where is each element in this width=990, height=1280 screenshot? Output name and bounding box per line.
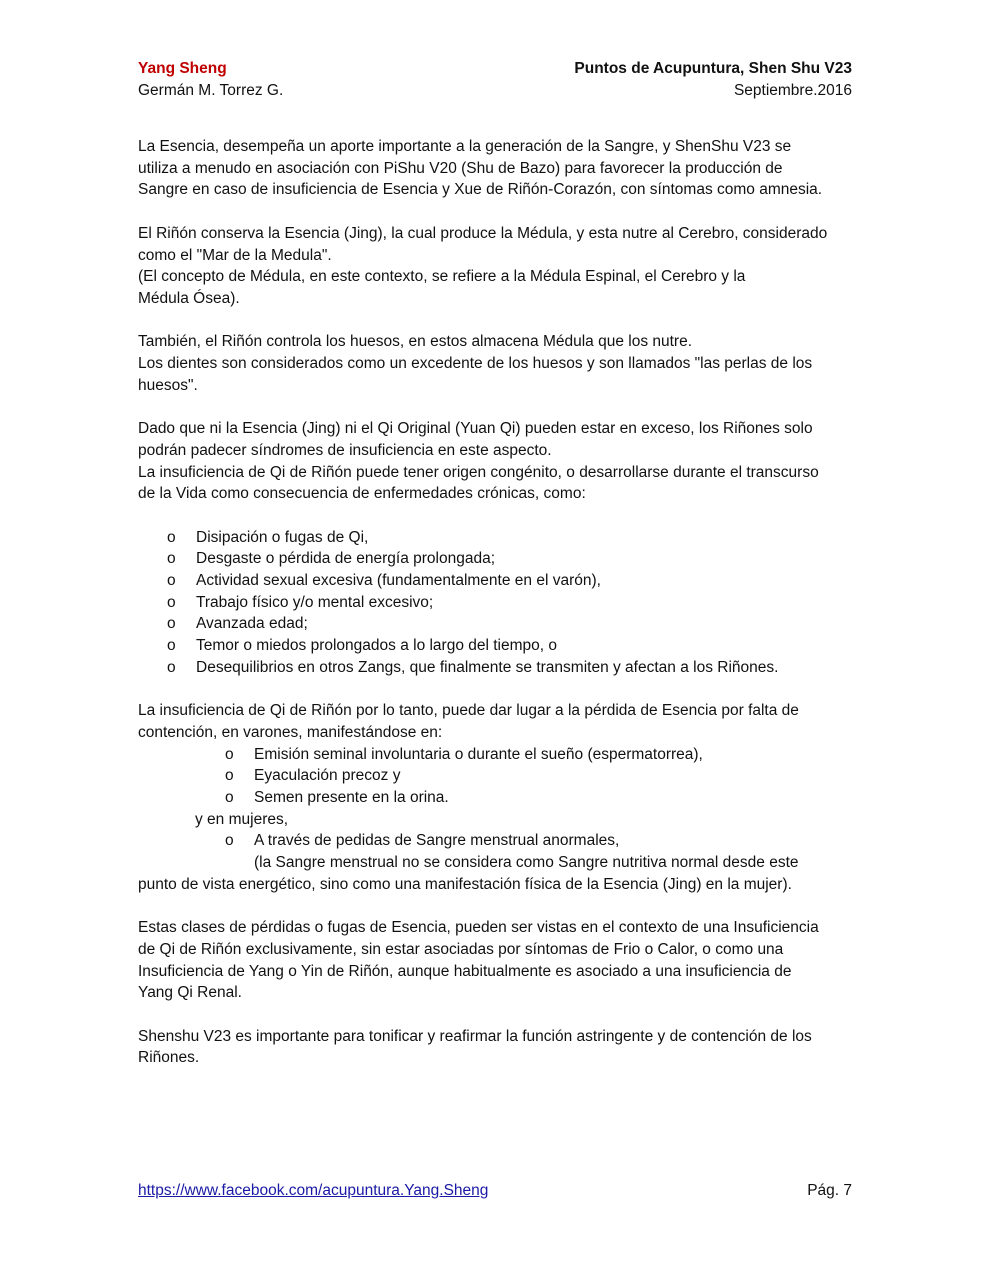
bullet-circle-icon: o (167, 658, 176, 676)
paragraph-perdida-esencia (138, 700, 856, 743)
text-line: La insuficiencia de Qi de Riñón por lo tanto, puede dar lugar a la pérdida de Esencia por falta de (138, 702, 799, 720)
bullet-circle-icon: o (167, 528, 176, 546)
facebook-link[interactable]: https://www.facebook.com/acupuntura.Yang.Sheng (138, 1182, 489, 1199)
bullet-circle-icon: o (225, 832, 234, 850)
list-item-text: Avanzada edad; (196, 615, 308, 633)
list-item-text: Actividad sexual excesiva (fundamentalmente en el varón), (196, 572, 601, 589)
bullet-circle-icon: o (225, 745, 234, 763)
text-line: de Qi de Riñón exclusivamente, sin estar asociadas por síntomas de Frio o Calor, o como una (138, 940, 784, 958)
text-line: Shenshu V23 es importante para tonificar y reafirmar la función astringente y de contención de los (138, 1027, 812, 1045)
header-brand-title: Yang Sheng (138, 60, 227, 77)
list-item-text: Temor o miedos prolongados a lo largo del tiempo, o (196, 637, 558, 655)
text-line: contención, en varones, manifestándose en: (138, 723, 443, 741)
bullet-circle-icon: o (167, 615, 176, 633)
list-item (138, 613, 856, 635)
list-item (138, 527, 856, 549)
list-item-text: A través de pedidas de Sangre menstrual anormales, (254, 832, 620, 850)
text-line: Dado que ni la Esencia (Jing) ni el Qi Original (Yuan Qi) pueden estar en exceso, los Riñones solo (138, 420, 813, 438)
list-item (138, 787, 856, 809)
header-date: Septiembre.2016 (733, 82, 852, 99)
text-line: huesos". (138, 376, 198, 394)
text-line: punto de vista energético, sino como una manifestación física de la Esencia (Jing) en la mujer). (138, 875, 792, 893)
text-line: Sangre en caso de insuficiencia de Esencia y Xue de Riñón-Corazón, con síntomas como amnesia. (138, 181, 823, 199)
list-item (138, 592, 856, 614)
list-item (138, 635, 856, 657)
female-manifestations-list (138, 830, 856, 852)
bullet-circle-icon: o (167, 572, 176, 589)
list-item-text: Disipación o fugas de Qi, (196, 528, 369, 546)
text-line: Estas clases de pérdidas o fugas de Esencia, pueden ser vistas en el contexto de una Insuficiencia (138, 919, 819, 937)
text-line: El Riñón conserva la Esencia (Jing), la cual produce la Médula, y esta nutre al Cerebro, considerado (138, 224, 828, 242)
list-item-text: Trabajo físico y/o mental excesivo; (196, 593, 434, 611)
list-item (138, 830, 856, 852)
paragraph-sangre-menstrual-note (138, 852, 856, 895)
text-line: utiliza a menudo en asociación con PiShu V20 (Shu de Bazo) para favorecer la producción de (138, 159, 783, 177)
list-item-text: Desgaste o pérdida de energía prolongada; (196, 550, 496, 568)
paragraph-esencia-sangre (138, 136, 856, 201)
text-line: como el "Mar de la Medula". (138, 246, 332, 264)
page-footer (138, 1180, 852, 1202)
text-line: (la Sangre menstrual no se considera como Sangre nutritiva normal desde este (254, 854, 799, 872)
paragraph-huesos (138, 331, 856, 396)
text-line: También, el Riñón controla los huesos, en estos almacena Médula que los nutre. (138, 333, 693, 351)
document-body (138, 136, 856, 1091)
list-item (138, 744, 856, 766)
text-line: podrán padecer síndromes de insuficiencia en este aspecto. (138, 441, 552, 459)
paragraph-clases-perdidas (138, 917, 856, 1004)
list-item-text: Eyaculación precoz y (254, 767, 401, 785)
header-author: Germán M. Torrez G. (138, 82, 284, 99)
bullet-circle-icon: o (225, 767, 234, 785)
paragraph-shenshu-tonificar (138, 1026, 856, 1069)
bullet-circle-icon: o (167, 550, 176, 568)
text-line: (El concepto de Médula, en este contexto, se refiere a la Médula Espinal, el Cerebro y la (138, 268, 746, 286)
text-line: Médula Ósea). (138, 289, 240, 307)
male-manifestations-list (138, 744, 856, 809)
list-item (138, 765, 856, 787)
text-line: Riñones. (138, 1049, 200, 1067)
list-item (138, 657, 856, 679)
bullet-circle-icon: o (167, 593, 176, 611)
paragraph-rinon-medula (138, 223, 856, 310)
text-line: La insuficiencia de Qi de Riñón puede tener origen congénito, o desarrollarse durante el transcurso (138, 463, 819, 481)
text-line: Yang Qi Renal. (138, 984, 242, 1002)
bullet-circle-icon: o (167, 637, 176, 655)
bullet-circle-icon: o (225, 789, 234, 807)
text-line: La Esencia, desempeña un aporte importante a la generación de la Sangre, y ShenShu V23 se (138, 138, 792, 155)
women-intro: y en mujeres, (195, 810, 289, 828)
list-item-text: Desequilibrios en otros Zangs, que finalmente se transmiten y afectan a los Riñones. (196, 658, 779, 676)
list-item-text: Emisión seminal involuntaria o durante el sueño (espermatorrea), (254, 745, 703, 763)
text-line: Los dientes son considerados como un excedente de los huesos y son llamados "las perlas de los (138, 355, 813, 372)
list-item (138, 570, 856, 592)
list-item-text: Semen presente en la orina. (254, 789, 449, 807)
page-number: Pág. 7 (807, 1182, 852, 1199)
page-header (138, 58, 852, 102)
header-document-title: Puntos de Acupuntura, Shen Shu V23 (574, 60, 852, 77)
paragraph-insuficiencia (138, 418, 856, 505)
causes-list (138, 527, 856, 679)
list-item (138, 548, 856, 570)
text-line: Insuficiencia de Yang o Yin de Riñón, aunque habitualmente es asociado a una insuficiencia de (138, 962, 792, 980)
text-line: de la Vida como consecuencia de enfermedades crónicas, como: (138, 485, 586, 503)
